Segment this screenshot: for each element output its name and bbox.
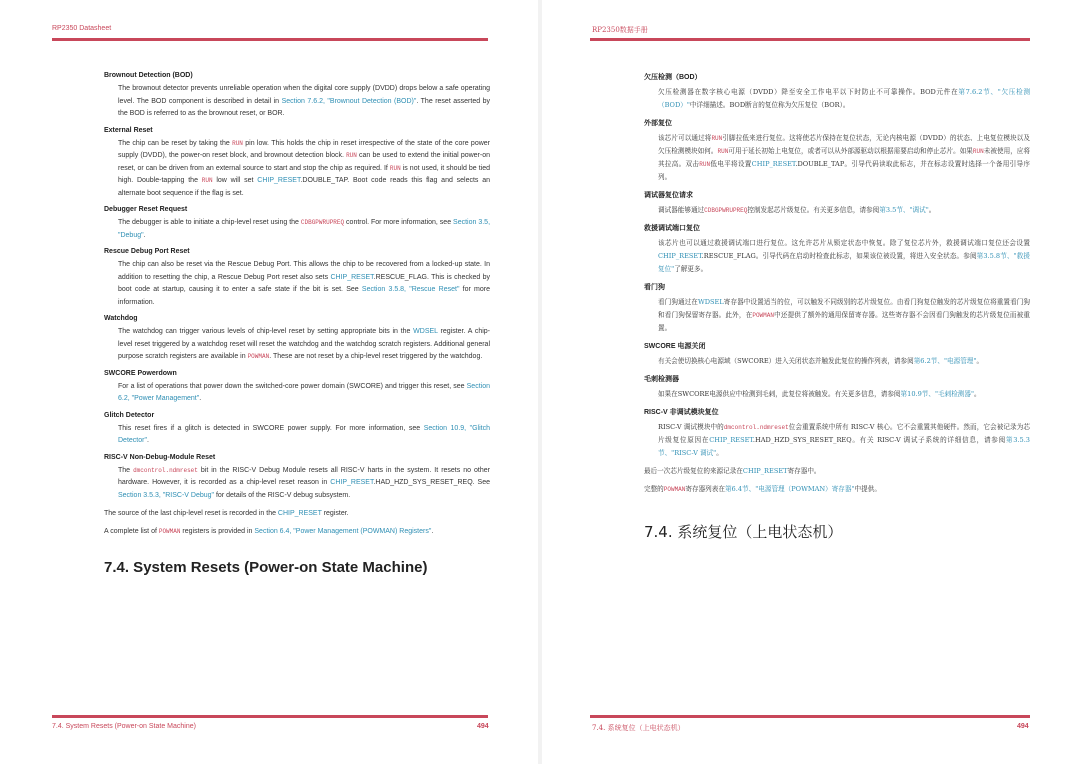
page-number: 494 (477, 723, 489, 730)
cross-reference-link[interactable]: 第3.5节、"调试" (879, 206, 929, 214)
code-term: RUN (346, 152, 357, 159)
text-run: 调试器能够通过 (658, 206, 705, 214)
section-paragraph (658, 388, 1030, 401)
text-run: . (143, 231, 146, 239)
text-run: The (118, 466, 134, 474)
text-run: .HAD_HZD_SYS_RESET_REQ。有关 RISC-V 调试子系统的详细信息，请参阅 (752, 436, 1006, 444)
code-term: dmcontrol.ndmreset (133, 466, 198, 474)
reset-source-section (104, 315, 490, 364)
cross-reference-link[interactable]: CHIP_RESET (658, 252, 702, 260)
cross-reference-link[interactable]: CHIP_RESET (257, 177, 301, 184)
code-term: RUN (711, 135, 723, 142)
text-run: The brownout detector prevents unreliable operation when the digital core supply (DVDD) drops below a safe operating level. The BOD component is described in detail in (118, 85, 490, 105)
subsection-heading: Glitch Detector (104, 411, 155, 419)
reset-source-section (644, 223, 1030, 276)
section-paragraph (658, 86, 1030, 112)
code-term: RUN (972, 148, 984, 155)
text-run: .RESCUE_FLAG. This is checked by boot code at startup, causing it to enter a safe state if the bit is set. See (118, 273, 490, 293)
text-run: 了解更多。 (674, 265, 708, 273)
cross-reference-link[interactable]: 第10.9节、"毛刺检测器" (900, 390, 975, 398)
cross-reference-link[interactable]: 第6.4节、"电源管理（POWMAN）寄存器" (724, 485, 855, 493)
cross-reference-link[interactable]: CHIP_RESET (330, 479, 374, 486)
text-run: RISC-V 调试模块中的 (658, 423, 724, 431)
cross-reference-link[interactable]: Section 6.4, "Power Management (POWMAN) Registers" (254, 528, 432, 535)
section-paragraph (118, 259, 490, 309)
code-term: RUN (717, 148, 729, 155)
footer-rule (52, 715, 488, 718)
code-term: RUN (232, 139, 243, 147)
cross-reference-link[interactable]: 第7.6.2节、"欠压检测（BOD）" (658, 88, 1030, 109)
subsection-heading: 欠压检测（BOD） (644, 74, 702, 81)
section-heading: 7.4. System Resets (Power-on State Machine) (104, 559, 428, 576)
subsection-heading: 毛刺检测器 (644, 376, 679, 383)
code-term: dmcontrol.ndmreset (723, 424, 789, 431)
text-run: bit in the RISC-V Debug Module resets all RISC-V harts in the system. It resets no other hardware. However, it is recorded as a chip-level reset reason in (118, 466, 490, 486)
closing-paragraph (104, 508, 490, 519)
text-run: 。 (974, 390, 981, 398)
section-list (104, 72, 490, 502)
text-run: .DOUBLE_TAP. Boot code reads this flag and selects an alternate boot sequence if the flag is set. (118, 177, 491, 197)
reset-source-section (104, 370, 490, 406)
reset-source-section (644, 407, 1030, 460)
footer-section-title: 7.4. 系统复位（上电状态机） (592, 724, 685, 732)
text-run: 有关会使切换核心电源域（SWCORE）进入关闭状态并触发此复位的操作列表，请参阅 (658, 357, 914, 365)
text-run: low will set (212, 177, 258, 184)
code-term: POWMAN (752, 312, 774, 319)
text-run: . (146, 437, 149, 444)
text-run: . (431, 528, 434, 535)
text-run: 低电平将设置 (710, 160, 752, 168)
subsection-heading: SWCORE Powerdown (104, 369, 177, 377)
text-run: control. For more information, see (344, 219, 454, 226)
page-header-title: RP2350数据手册 (592, 26, 648, 34)
text-run: 欠压检测器在数字核心电源（DVDD）降至安全工作电平以下时防止不可靠操作。BOD元件在 (658, 88, 959, 96)
reset-source-section (104, 72, 490, 121)
reset-source-section (644, 72, 1030, 112)
reset-source-section (644, 118, 1030, 184)
text-run: The chip can be reset by taking the (118, 139, 233, 147)
subsection-heading: RISC-V 非调试模块复位 (644, 409, 719, 416)
closing-paragraph (644, 466, 1030, 477)
reset-source-section (104, 412, 490, 448)
subsection-heading: External Reset (104, 126, 153, 134)
cross-reference-link[interactable]: Section 3.5.8, "Rescue Reset" (361, 286, 460, 293)
reset-source-section (644, 282, 1030, 335)
text-run: For a list of operations that power down the switched-core power domain (SWCORE) and trigger this reset, see (118, 382, 467, 390)
text-run: for details of the RISC-V debug subsystem. (214, 491, 351, 499)
subsection-heading: 调试器复位请求 (644, 192, 693, 199)
text-run: The source of the last chip-level reset is recorded in the (104, 510, 278, 517)
text-run: 。 (928, 206, 936, 214)
section-paragraph (658, 132, 1030, 184)
text-run: A complete list of (104, 528, 159, 535)
reset-source-section (104, 248, 490, 309)
page-english (0, 0, 538, 764)
text-run: 最后一次芯片级复位的来源记录在 (644, 467, 743, 475)
section-paragraph (118, 138, 490, 201)
text-run: registers is provided in (180, 528, 255, 535)
text-run: 寄存器中。 (787, 467, 821, 475)
cross-reference-link[interactable]: CHIP_RESET (277, 510, 322, 517)
section-paragraph (658, 355, 1030, 368)
text-run: 引脚拉低来进行复位。这将使芯片保持在复位状态，无论内核电源（DVDD）的状态、上电复位模块以及欠压检测模块如何。 (658, 134, 1031, 155)
text-run: .DOUBLE_TAP。引导代码读取此标志，并在标志设置时选择一个备用引导序列。 (658, 160, 1031, 181)
code-term: RUN (389, 164, 401, 172)
text-run: The watchdog can trigger various levels of chip-level reset by setting appropriate bits in the (118, 328, 414, 335)
section-paragraph (118, 217, 490, 242)
cross-reference-link[interactable]: 第6.2节、"电源管理" (913, 357, 977, 365)
subsection-heading: Debugger Reset Request (104, 206, 188, 213)
reset-source-section (644, 341, 1030, 368)
section-paragraph (658, 204, 1030, 217)
text-run: This reset fires if a glitch is detected in SWCORE power supply. For more information, see (118, 424, 424, 432)
text-run: 中详细描述。BOD断言的复位称为欠压复位（BOR）。 (689, 101, 850, 109)
subsection-heading: Brownout Detection (BOD) (104, 72, 193, 79)
header-rule (52, 38, 488, 41)
text-run: 。 (716, 449, 723, 457)
text-run: 可用于延长初始上电复位，或者可以从外部源驱动以根据需要启动和停止芯片。如果 (728, 147, 973, 155)
footer-rule (590, 715, 1030, 718)
code-term: CDBGPWRUPREQ (300, 219, 345, 226)
cross-reference-link[interactable]: CHIP_RESET (751, 160, 796, 168)
text-run: for more information. (118, 286, 490, 306)
cross-reference-link[interactable]: 第3.5.3节、"RISC-V 调试" (658, 436, 1030, 457)
closing-paragraph (104, 526, 490, 537)
footer-section-title: 7.4. System Resets (Power-on State Machine) (52, 723, 196, 730)
text-run: .HAD_HZD_SYS_RESET_REQ. See (373, 479, 491, 486)
text-run: . These are not reset by a chip-level reset triggered by the watchdog. (269, 353, 483, 360)
subsection-heading: RISC-V Non-Debug-Module Reset (104, 453, 216, 461)
cross-reference-link[interactable]: Section 3.5, "Debug" (118, 219, 491, 239)
reset-source-section (104, 454, 490, 503)
text-run: pin low. This holds the chip in reset irrespective of the state of the core power supply (DVDD), the power-on reset block, and brownout detection block. (118, 139, 490, 159)
code-term: POWMAN (247, 353, 270, 360)
reset-source-section (104, 206, 490, 242)
code-term: POWMAN (158, 528, 181, 535)
text-run: . (199, 395, 202, 402)
text-run: 该芯片可以通过将 (658, 134, 712, 142)
section-paragraph (658, 296, 1030, 335)
text-run: 中还提供了额外的通用保留寄存器。这些寄存器不会因看门狗触发的芯片级复位而被重置。 (658, 311, 1031, 332)
text-run: 寄存器中设置适当的位，可以触发不同级别的芯片级复位。由看门狗复位触发的芯片级复位将重置看门狗和看门狗保留寄存器。此外，在 (658, 298, 1031, 319)
text-run: 该芯片也可以通过救援调试端口进行复位。这允许芯片从锁定状态中恢复。除了复位芯片外，救援调试端口复位还会设置 (658, 239, 1030, 247)
reset-source-section (644, 374, 1030, 401)
section-paragraph (118, 326, 490, 364)
section-paragraph (118, 381, 490, 406)
cross-reference-link[interactable]: Section 3.5.3, "RISC-V Debug" (118, 491, 215, 499)
code-term: POWMAN (663, 486, 686, 493)
text-run: register. A chip-level reset triggered by a watchdog reset will reset the watchdog and the watchdog scratch registers. Additional general purpose scratch registers are available in (118, 328, 490, 360)
cross-reference-link[interactable]: 第3.5.8节、"救援复位" (658, 252, 1030, 273)
code-term: RUN (201, 177, 213, 184)
closing-paragraphs (644, 466, 1030, 495)
subsection-heading: 救援调试端口复位 (644, 225, 700, 232)
cross-reference-link[interactable]: WDSEL (697, 298, 724, 306)
text-run: 寄存器列表在 (685, 485, 725, 493)
text-run: 看门狗通过在 (658, 298, 698, 306)
cross-reference-link[interactable]: Section 7.6.2, "Brownout Detection (BOD)" (281, 97, 417, 105)
page-body (644, 72, 1030, 542)
code-term: RUN (699, 161, 711, 168)
subsection-heading: 外部复位 (644, 120, 672, 127)
cross-reference-link[interactable]: WDSEL (413, 328, 438, 335)
text-run: register. (321, 510, 349, 517)
page-chinese (542, 0, 1080, 764)
text-run: .RESCUE_FLAG。引导代码在启动时检查此标志，如果该位被设置，将进入安全状态。参阅 (701, 252, 977, 260)
text-run: . The reset asserted by the BOD is referred to as the brownout reset, or BOR. (118, 97, 490, 117)
subsection-heading: SWCORE 电源关闭 (644, 343, 706, 350)
cross-reference-link[interactable]: Section 6.2, "Power Management" (118, 382, 490, 402)
page-header-title: RP2350 Datasheet (52, 25, 112, 32)
section-paragraph (118, 423, 490, 448)
page-body (104, 72, 490, 576)
closing-paragraph (644, 484, 1030, 495)
section-paragraph (118, 83, 490, 121)
text-run: 未被使用，应将其拉高。双击 (658, 147, 1031, 168)
reset-source-section (104, 127, 490, 201)
text-run: 中提供。 (854, 485, 881, 493)
cross-reference-link[interactable]: CHIP_RESET (330, 273, 374, 281)
header-rule (590, 38, 1030, 41)
text-run: 控制发起芯片级复位。有关更多信息，请参阅 (747, 206, 880, 214)
subsection-heading: Rescue Debug Port Reset (104, 248, 190, 255)
text-run: The debugger is able to initiate a chip-level reset using the (118, 219, 301, 226)
text-run: is not used, it should be tied high. Double-tapping the (118, 164, 490, 184)
text-run: 完整的 (644, 485, 664, 493)
text-run: can be used to extend the initial power-on reset, or can be driven from an external source to start and stop the chip as required. If (118, 152, 491, 172)
reset-source-section (644, 190, 1030, 217)
page-number: 494 (1017, 723, 1029, 730)
section-paragraph (118, 465, 490, 503)
closing-paragraphs (104, 508, 490, 537)
text-run: The chip can also be reset via the Rescue Debug Port. This allows the chip to be recovered from a locked-up state. In addition to resetting the chip, a Rescue Debug Port reset also sets (118, 261, 490, 281)
subsection-heading: 看门狗 (644, 284, 665, 291)
code-term: CDBGPWRUPREQ (704, 207, 748, 214)
text-run: 如果在SWCORE电源供应中检测到毛刺，此复位将被触发。有关更多信息，请参阅 (658, 390, 901, 398)
subsection-heading: Watchdog (104, 315, 138, 322)
text-run: 。 (976, 357, 984, 365)
section-paragraph (658, 237, 1030, 276)
section-list (644, 72, 1030, 460)
cross-reference-link[interactable]: CHIP_RESET (742, 467, 788, 475)
section-heading: 7.4. 系统复位（上电状态机） (644, 523, 843, 541)
cross-reference-link[interactable]: Section 10.9, "Glitch Detector" (118, 424, 490, 444)
text-run: 位会重置系统中所有 RISC-V 核心。它不会重置其他硬件。然而，它会被记录为芯片级复位原因在 (658, 423, 1030, 444)
section-paragraph (658, 421, 1030, 460)
cross-reference-link[interactable]: CHIP_RESET (709, 436, 753, 444)
